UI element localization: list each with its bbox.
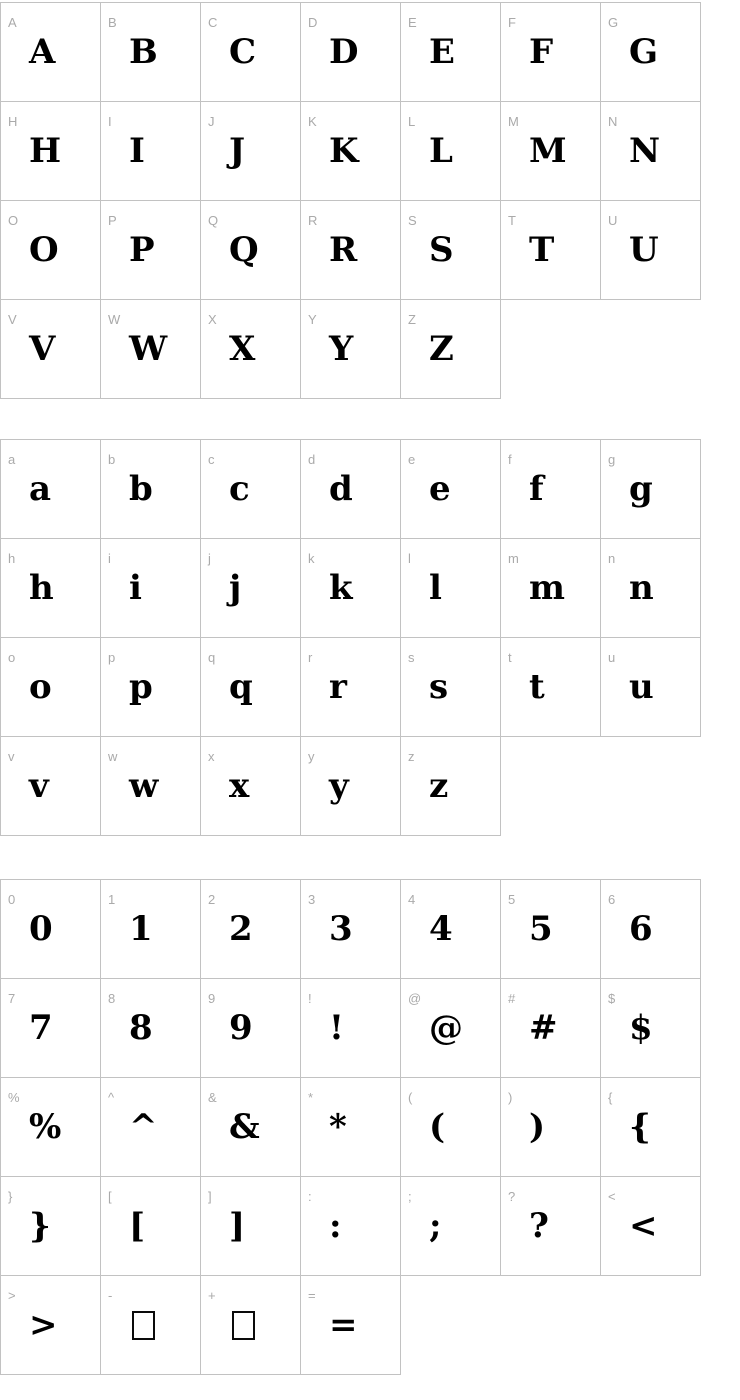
glyph: T [529, 230, 555, 270]
glyph: w [129, 766, 159, 806]
glyph-cell [301, 880, 401, 979]
glyph-label: i [108, 551, 111, 566]
glyph: [ [129, 1206, 146, 1246]
glyph-cell [601, 201, 701, 300]
glyph-label: H [8, 114, 18, 129]
glyph: 6 [629, 909, 653, 949]
glyph: F [529, 32, 554, 72]
glyph-label: B [108, 15, 117, 30]
glyph-label: S [408, 213, 417, 228]
glyph-label: W [108, 312, 121, 327]
glyph-label: y [308, 749, 315, 764]
glyph: s [429, 667, 449, 707]
glyph: t [529, 667, 545, 707]
glyph-label: l [408, 551, 411, 566]
glyph-label: c [208, 452, 215, 467]
glyph-label: < [608, 1189, 616, 1204]
glyph-cell [201, 102, 301, 201]
glyph-cell [201, 539, 301, 638]
glyph-cell [601, 880, 701, 979]
glyph: = [329, 1305, 358, 1345]
glyph: S [429, 230, 454, 270]
glyph-cell [1, 300, 101, 399]
glyph-label: x [208, 749, 215, 764]
glyph-cell [201, 1078, 301, 1177]
glyph-label: o [8, 650, 16, 665]
glyph-label: L [408, 114, 416, 129]
glyph-cell [101, 638, 201, 737]
glyph-cell [401, 201, 501, 300]
glyph-cell [501, 1078, 601, 1177]
glyph: Z [429, 329, 454, 369]
glyph-label: + [208, 1288, 216, 1303]
glyph-cell [301, 1078, 401, 1177]
missing-glyph-box [232, 1311, 255, 1340]
glyph: } [29, 1206, 51, 1246]
glyph-cell [501, 539, 601, 638]
glyph-cell [1, 737, 101, 836]
glyph: ] [229, 1206, 246, 1246]
glyph-label: { [608, 1090, 613, 1105]
glyph-label: q [208, 650, 216, 665]
glyph-cell [501, 102, 601, 201]
glyph-cell [201, 3, 301, 102]
glyph: & [229, 1107, 260, 1147]
glyph: q [229, 667, 253, 707]
glyph-cell [101, 1276, 201, 1375]
glyph-cell [601, 102, 701, 201]
glyph-cell [1, 440, 101, 539]
glyph-label: ; [408, 1189, 412, 1204]
glyph-label: - [108, 1288, 113, 1303]
glyph-cell [601, 1177, 701, 1276]
glyph-label: e [408, 452, 416, 467]
glyph-label: b [108, 452, 116, 467]
glyph-label: Z [408, 312, 416, 327]
glyph-label: w [108, 749, 118, 764]
glyph-label: ^ [108, 1090, 115, 1105]
glyph-cell [501, 440, 601, 539]
glyph: R [329, 230, 358, 270]
glyph: i [129, 568, 142, 608]
glyph-label: d [308, 452, 316, 467]
glyph-label: n [608, 551, 616, 566]
glyph-label: & [208, 1090, 217, 1105]
glyph: 3 [329, 909, 353, 949]
glyph: D [329, 32, 359, 72]
glyph: 9 [229, 1008, 253, 1048]
glyph: e [429, 469, 451, 509]
glyph-cell [201, 300, 301, 399]
glyph-cell [101, 737, 201, 836]
glyph-cell [1, 1078, 101, 1177]
glyph: 8 [129, 1008, 153, 1048]
glyph: k [329, 568, 353, 608]
glyph-cell [1, 102, 101, 201]
glyph: E [429, 32, 455, 72]
glyph: v [29, 766, 49, 806]
glyph-label: t [508, 650, 512, 665]
glyph-cell [1, 979, 101, 1078]
glyph-label: ) [508, 1090, 513, 1105]
glyph: g [629, 469, 653, 509]
glyph-cell [401, 638, 501, 737]
glyph-label: r [308, 650, 313, 665]
glyph: 1 [129, 909, 153, 949]
glyph-label: C [208, 15, 218, 30]
glyph: u [629, 667, 654, 707]
glyph-label: 5 [508, 892, 516, 907]
glyph: p [129, 667, 153, 707]
glyph-label: > [8, 1288, 16, 1303]
glyph-label: F [508, 15, 516, 30]
glyph-label: a [8, 452, 16, 467]
glyph-cell [301, 539, 401, 638]
glyph-cell [501, 638, 601, 737]
glyph: I [129, 131, 145, 171]
glyph-cell [401, 3, 501, 102]
lowercase-letters-grid [0, 439, 701, 836]
glyph-label: 6 [608, 892, 616, 907]
glyph-label: ! [308, 991, 312, 1006]
glyph-label: } [8, 1189, 13, 1204]
glyph-cell [401, 440, 501, 539]
glyph-label: 8 [108, 991, 116, 1006]
glyph-label: p [108, 650, 116, 665]
glyph: c [229, 469, 250, 509]
glyph: # [529, 1008, 558, 1048]
glyph-cell [301, 1276, 401, 1375]
glyph-label: P [108, 213, 117, 228]
glyph-label: = [308, 1288, 316, 1303]
glyph-label: $ [608, 991, 616, 1006]
glyph-label: K [308, 114, 317, 129]
missing-glyph-box [132, 1311, 155, 1340]
glyph-label: E [408, 15, 417, 30]
glyph-cell [501, 3, 601, 102]
glyph: M [529, 131, 567, 171]
glyph-cell [201, 880, 301, 979]
glyph-cell [501, 201, 601, 300]
glyph: V [29, 329, 56, 369]
glyph: Q [229, 230, 259, 270]
glyph: 0 [29, 909, 53, 949]
glyph-cell [201, 1177, 301, 1276]
glyph: ! [329, 1008, 344, 1048]
glyph-cell [201, 1276, 301, 1375]
glyph-cell [601, 979, 701, 1078]
glyph-cell [101, 201, 201, 300]
glyph-cell [401, 979, 501, 1078]
glyph-label: ] [208, 1189, 212, 1204]
glyph: : [329, 1206, 342, 1246]
glyph-cell [301, 737, 401, 836]
glyph-label: N [608, 114, 618, 129]
glyph-label: ? [508, 1189, 516, 1204]
glyph-cell [401, 300, 501, 399]
glyph: ) [529, 1107, 546, 1147]
glyph-label: 3 [308, 892, 316, 907]
glyph-cell [1, 201, 101, 300]
glyph-cell [101, 979, 201, 1078]
glyph-label: Y [308, 312, 317, 327]
glyph-label: ( [408, 1090, 413, 1105]
glyph-cell [101, 1078, 201, 1177]
glyph-cell [401, 1078, 501, 1177]
glyph-label: # [508, 991, 516, 1006]
glyph: 7 [29, 1008, 53, 1048]
glyph-cell [601, 440, 701, 539]
glyph-cell [401, 1177, 501, 1276]
glyph: X [229, 329, 256, 369]
glyph-cell [401, 539, 501, 638]
glyph-cell [1, 539, 101, 638]
glyph-label: * [308, 1090, 314, 1105]
glyph-cell [101, 539, 201, 638]
glyph: o [29, 667, 52, 707]
glyph: j [229, 568, 242, 608]
glyph: H [29, 131, 62, 171]
glyph-cell [301, 638, 401, 737]
glyph-cell [201, 737, 301, 836]
glyph: 4 [429, 909, 453, 949]
glyph-label: 4 [408, 892, 416, 907]
glyph-cell [101, 1177, 201, 1276]
glyph-label: [ [108, 1189, 112, 1204]
glyph-cell [301, 3, 401, 102]
glyph-label: O [8, 213, 19, 228]
glyph: % [29, 1107, 62, 1147]
glyph: A [29, 32, 56, 72]
digits-and-punctuation-grid [0, 879, 701, 1375]
glyph: z [429, 766, 449, 806]
glyph-label: g [608, 452, 616, 467]
glyph-cell [1, 638, 101, 737]
glyph-label: T [508, 213, 516, 228]
glyph-cell [1, 1177, 101, 1276]
glyph: W [129, 329, 168, 369]
glyph-label: 7 [8, 991, 16, 1006]
glyph: d [329, 469, 353, 509]
glyph-cell [601, 1078, 701, 1177]
glyph: ; [429, 1206, 442, 1246]
glyph-label: 9 [208, 991, 216, 1006]
glyph-label: I [108, 114, 112, 129]
glyph-label: z [408, 749, 415, 764]
glyph-label: V [8, 312, 17, 327]
glyph-cell [401, 737, 501, 836]
glyph: C [229, 32, 257, 72]
glyph: O [29, 230, 59, 270]
glyph: L [429, 131, 453, 171]
glyph: N [629, 131, 661, 171]
glyph: U [629, 230, 659, 270]
glyph-cell [601, 539, 701, 638]
glyph-cell [101, 3, 201, 102]
glyph-cell [601, 638, 701, 737]
glyph-cell [301, 440, 401, 539]
glyph-label: : [308, 1189, 312, 1204]
glyph: J [229, 131, 246, 171]
glyph: 5 [529, 909, 553, 949]
glyph: Y [329, 329, 354, 369]
glyph-cell [301, 1177, 401, 1276]
glyph-label: % [8, 1090, 20, 1105]
glyph [229, 1276, 255, 1374]
glyph: G [629, 32, 659, 72]
glyph: x [229, 766, 250, 806]
glyph: K [329, 131, 359, 171]
glyph-label: k [308, 551, 315, 566]
glyph-cell [101, 300, 201, 399]
glyph-label: f [508, 452, 512, 467]
glyph: $ [629, 1008, 653, 1048]
glyph: < [629, 1206, 658, 1246]
glyph-cell [601, 3, 701, 102]
glyph: ^ [129, 1107, 158, 1147]
glyph-cell [201, 440, 301, 539]
glyph-label: v [8, 749, 15, 764]
glyph-cell [501, 880, 601, 979]
glyph: 2 [229, 909, 253, 949]
glyph-label: A [8, 15, 17, 30]
glyph-cell [301, 300, 401, 399]
glyph-label: M [508, 114, 519, 129]
uppercase-letters-grid [0, 2, 701, 399]
glyph-cell [501, 979, 601, 1078]
glyph: @ [429, 1008, 463, 1048]
glyph: B [129, 32, 158, 72]
glyph: * [329, 1107, 347, 1147]
glyph-label: Q [208, 213, 219, 228]
glyph [129, 1276, 155, 1374]
glyph-label: m [508, 551, 519, 566]
glyph-cell [501, 1177, 601, 1276]
glyph-cell [301, 201, 401, 300]
glyph-label: 2 [208, 892, 216, 907]
glyph: > [29, 1305, 58, 1345]
glyph: { [629, 1107, 651, 1147]
glyph: h [29, 568, 54, 608]
glyph-cell [101, 440, 201, 539]
glyph-cell [301, 102, 401, 201]
glyph-label: D [308, 15, 318, 30]
glyph: a [29, 469, 52, 509]
glyph: y [329, 766, 349, 806]
glyph-label: U [608, 213, 618, 228]
glyph: n [629, 568, 654, 608]
glyph: m [529, 568, 565, 608]
glyph-label: J [208, 114, 215, 129]
glyph-label: h [8, 551, 16, 566]
glyph-label: u [608, 650, 616, 665]
glyph-cell [1, 880, 101, 979]
glyph: f [529, 469, 544, 509]
glyph: l [429, 568, 442, 608]
glyph-label: X [208, 312, 217, 327]
glyph-label: j [208, 551, 211, 566]
glyph: b [129, 469, 153, 509]
glyph-cell [101, 880, 201, 979]
glyph-label: @ [408, 991, 422, 1006]
glyph: ( [429, 1107, 446, 1147]
glyph-label: 1 [108, 892, 116, 907]
glyph: P [129, 230, 155, 270]
glyph: r [329, 667, 347, 707]
glyph-cell [201, 201, 301, 300]
glyph: ? [529, 1206, 549, 1246]
glyph-cell [201, 979, 301, 1078]
glyph-cell [101, 102, 201, 201]
glyph-cell [1, 3, 101, 102]
glyph-cell [301, 979, 401, 1078]
glyph-label: 0 [8, 892, 16, 907]
glyph-cell [201, 638, 301, 737]
glyph-label: R [308, 213, 318, 228]
glyph-cell [1, 1276, 101, 1375]
glyph-cell [401, 102, 501, 201]
glyph-cell [401, 880, 501, 979]
glyph-label: s [408, 650, 415, 665]
glyph-label: G [608, 15, 619, 30]
